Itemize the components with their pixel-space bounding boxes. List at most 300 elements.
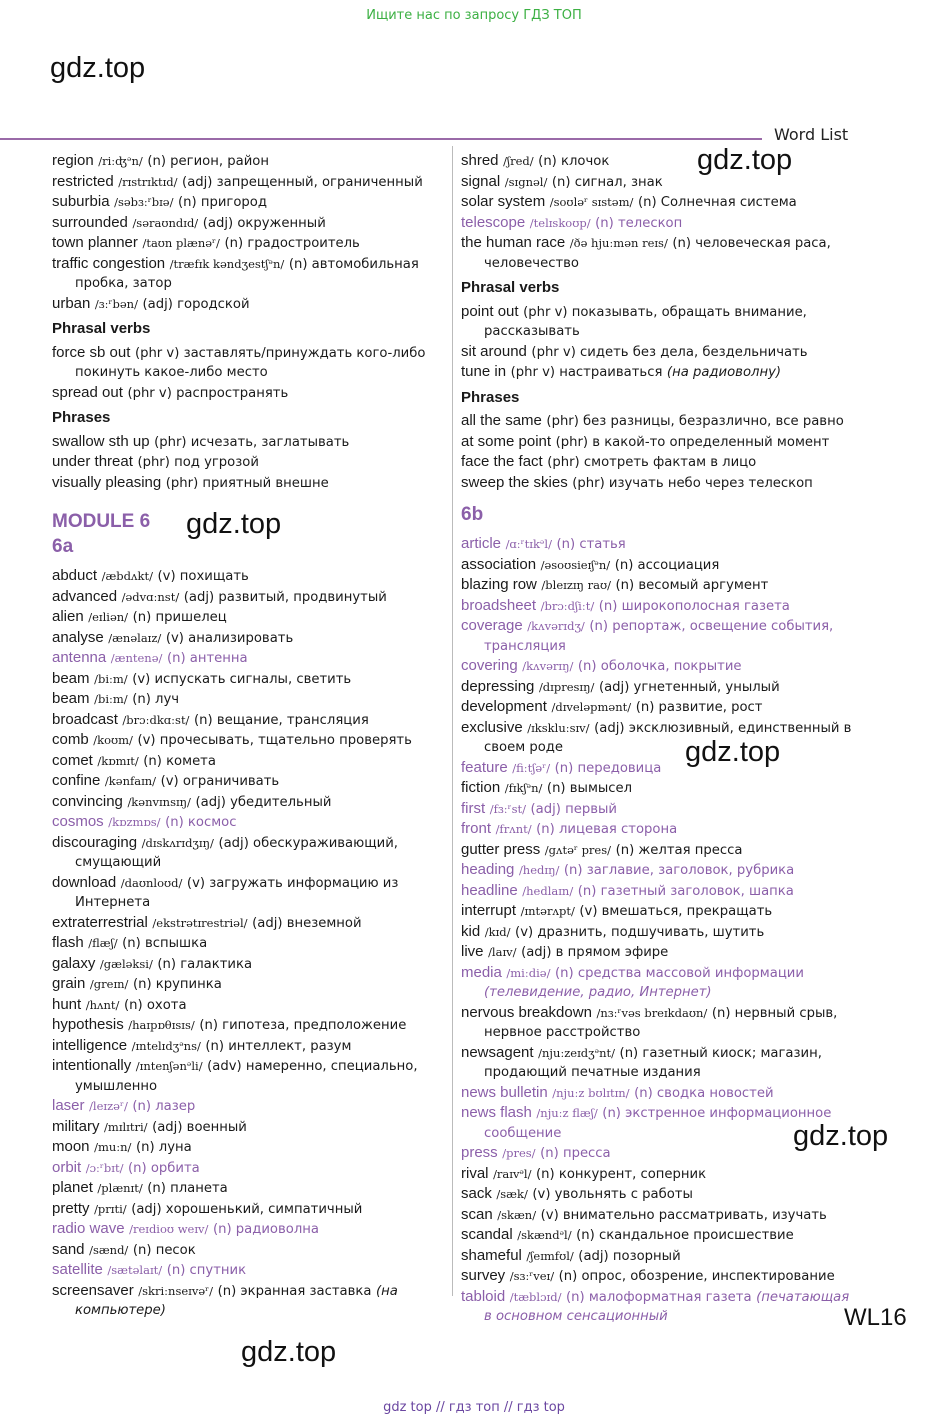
word-entry: [461, 901, 856, 922]
headword: scan: [461, 1205, 493, 1223]
headword: visually pleasing: [52, 473, 162, 491]
headword: intelligence: [52, 1036, 128, 1054]
translation: (n) Солнечная система: [637, 195, 797, 210]
transcription: /frʌnt/: [495, 822, 532, 836]
transcription: /mɪlɪtri/: [104, 1119, 148, 1134]
translation: (n) человеческая раса, человечество: [484, 236, 831, 271]
transcription: /dɪveləpmənt/: [551, 700, 632, 714]
transcription: /sætəlaɪt/: [107, 1263, 163, 1277]
translation: (adj) убедительный: [195, 794, 332, 810]
headword: intentionally: [52, 1057, 132, 1074]
column-divider: [452, 146, 453, 1296]
transcription: /rɪstrɪktɪd/: [118, 174, 178, 189]
word-entry: [52, 1158, 444, 1179]
transcription: /daʊnloʊd/: [120, 875, 183, 890]
transcription: /ɔːʳbɪt/: [85, 1160, 124, 1175]
translation: (n) нервный срыв, нервное расстройство: [484, 1005, 838, 1040]
word-entry: [461, 575, 856, 596]
word-entry: [461, 963, 856, 1003]
word-entry: [461, 1083, 856, 1104]
transcription: /ðə hjuːmən reɪs/: [569, 236, 668, 250]
headword: sack: [461, 1185, 492, 1202]
transcription: /miːdiə/: [506, 965, 551, 980]
translation: (n) передовица: [554, 760, 662, 776]
headword: radio wave: [52, 1220, 125, 1237]
transcription: /ɪntərʌpt/: [520, 904, 575, 918]
headword: beam: [52, 669, 90, 687]
word-entry: [461, 1103, 856, 1143]
word-entry: [52, 1260, 444, 1281]
translation: (n) телескоп: [595, 215, 683, 231]
translation: (v) прочесывать, тщательно проверять: [137, 733, 412, 748]
translation: (adj) городской: [142, 296, 250, 312]
translation: (phr) изучать небо через телескоп: [572, 475, 813, 491]
translation: (v) загружать информацию из Интернета: [75, 875, 399, 910]
headword: kid: [461, 922, 481, 940]
word-entry: [461, 342, 856, 363]
transcription: /njuːz flæʃ/: [536, 1106, 598, 1120]
watermark: gdz.top: [793, 1120, 889, 1152]
translation: (v) увольнять с работы: [532, 1187, 693, 1202]
transcription: /biːm/: [94, 692, 128, 706]
word-entry: [52, 648, 444, 669]
translation: (phr) приятный внешне: [165, 475, 329, 491]
headword: discouraging: [52, 833, 138, 851]
headword: beam: [52, 690, 90, 707]
translation: (n) лазер: [132, 1099, 196, 1114]
translation: (n) вымысел: [546, 781, 633, 796]
transcription: /ɪkskluːsɪv/: [527, 720, 590, 735]
translation: (adj) запрещенный, ограниченный: [182, 174, 423, 190]
watermark: gdz.top: [685, 736, 781, 768]
headword: under threat: [52, 453, 133, 470]
translation: (n) экранная заставка: [217, 1283, 372, 1299]
transcription: /flæʃ/: [88, 936, 118, 950]
headword: tune in: [461, 363, 507, 380]
word-entry: [52, 873, 444, 913]
word-entry: [461, 758, 856, 779]
translation: (v) похищать: [157, 569, 249, 584]
headword: gutter press: [461, 840, 541, 858]
headword: live: [461, 943, 484, 960]
transcription: /hedɪŋ/: [518, 863, 560, 877]
translation: (phr v) заставлять/принуждать кого-либо покинуть какое-либо место: [75, 345, 426, 380]
translation: (n) градостроитель: [224, 236, 360, 251]
translation: (adj) хорошенький, симпатичный: [131, 1201, 363, 1217]
headword: first: [461, 799, 486, 817]
transcription: /sɜːʳveɪ/: [509, 1269, 555, 1283]
translation: (phr) в какой-то определенный момент: [555, 434, 830, 450]
word-entry: [461, 718, 856, 758]
watermark: gdz.top: [186, 508, 282, 540]
word-entry: [461, 172, 856, 193]
transcription: /ekstrətɪrestriəl/: [152, 915, 248, 930]
headword: face the fact: [461, 453, 543, 470]
word-entry: [461, 1266, 856, 1287]
headword: fiction: [461, 779, 501, 796]
word-entry: [52, 913, 444, 934]
unit-heading: 6a: [52, 536, 74, 557]
translation: (adj) развитый, продвинутый: [183, 589, 387, 605]
translation: (n) скандальное происшествие: [576, 1228, 794, 1243]
word-entry: [52, 1137, 444, 1158]
header-rule: [0, 138, 762, 140]
translation: (n) пригород: [178, 195, 267, 210]
transcription: /ɪntelɪdʒᵊns/: [131, 1038, 201, 1053]
headword: grain: [52, 975, 86, 992]
transcription: /njuːz bʊlɪtɪn/: [552, 1085, 630, 1100]
watermark: gdz.top: [697, 144, 793, 176]
headword: satellite: [52, 1261, 103, 1278]
headword: region: [52, 152, 94, 169]
footer-links[interactable]: gdz top // гдз топ // гдз top: [383, 1400, 565, 1415]
translation: (n) вещание, трансляция: [193, 712, 369, 728]
word-entry: [52, 954, 444, 975]
translation: (n) экстренное информационное сообщение: [484, 1106, 832, 1141]
word-entry: [461, 616, 856, 656]
transcription: /haɪpɒθɪsɪs/: [128, 1018, 195, 1032]
transcription: /brɔːdʃiːt/: [540, 598, 595, 613]
word-entry: [461, 1246, 856, 1267]
headword: sand: [52, 1240, 85, 1258]
translation: (n) репортаж, освещение события, трансляция: [484, 619, 834, 654]
word-entry: [461, 192, 856, 213]
word-entry: [52, 172, 444, 193]
word-entry: [52, 607, 444, 628]
headword: suburbia: [52, 193, 110, 210]
translation: (phr v) настраиваться: [510, 365, 663, 380]
word-list-left-column: [52, 151, 444, 1321]
word-entry: [461, 151, 856, 172]
translation: (n) автомобильная пробка, затор: [75, 256, 419, 291]
word-entry: [52, 751, 444, 772]
headword: signal: [461, 172, 501, 190]
translation: (n) газетный заголовок, шапка: [577, 883, 794, 899]
transcription: /dɪpresɪŋ/: [538, 679, 595, 694]
transcription: /skændᵊl/: [517, 1228, 572, 1242]
section-heading: Phrasal verbs: [52, 320, 151, 337]
transcription: /fiːtʃəʳ/: [512, 760, 551, 775]
headword: solar system: [461, 193, 546, 210]
word-entry: [52, 213, 444, 234]
headword: interrupt: [461, 902, 517, 919]
headword: article: [461, 535, 502, 552]
transcription: /muːn/: [94, 1140, 132, 1154]
translation: (n) конкурент, соперник: [536, 1166, 707, 1182]
translation: (phr v) сидеть без дела, бездельничать: [531, 344, 808, 360]
word-entry: [52, 1199, 444, 1220]
headword: covering: [461, 657, 518, 674]
translation: (n) вспышка: [122, 936, 208, 951]
headword: media: [461, 963, 502, 981]
page-title: Word List: [774, 125, 849, 144]
translation: (adj) угнетенный, унылый: [598, 679, 780, 695]
headword: pretty: [52, 1199, 90, 1217]
transcription: /kənvɪnsɪŋ/: [127, 794, 191, 809]
headword: rival: [461, 1164, 489, 1182]
headword: coverage: [461, 617, 523, 634]
translation: (n) радиоволна: [212, 1222, 319, 1237]
transcription: /nɜːʳvəs breɪkdaʊn/: [596, 1005, 708, 1020]
translation: (phr) без разницы, безразлично, все равно: [546, 414, 844, 429]
translation: (n) пришелец: [132, 610, 227, 625]
word-entry: [461, 302, 856, 342]
translation: (phr v) показывать, обращать внимание, рассказывать: [484, 304, 807, 339]
headword: swallow sth up: [52, 432, 150, 450]
translation: (adv) намеренно, специально, умышленно: [75, 1059, 418, 1094]
word-entry: [52, 792, 444, 813]
headword: spread out: [52, 383, 123, 401]
translation: (n) газетный киоск; магазин, продающий печатные издания: [484, 1045, 822, 1080]
headword: download: [52, 873, 117, 891]
translation: (adj) в прямом эфире: [521, 945, 669, 960]
word-entry: [52, 383, 444, 404]
translation: (n) комета: [143, 753, 216, 769]
translation: (n) сигнал, знак: [551, 174, 663, 190]
transcription: /ədvɑːnst/: [121, 589, 180, 604]
transcription: /pres/: [502, 1146, 536, 1160]
word-entry: [52, 974, 444, 995]
transcription: /hedlaɪn/: [522, 883, 574, 898]
transcription: /æbdʌkt/: [101, 569, 153, 583]
headword: sweep the skies: [461, 473, 568, 491]
translation-note: (на компьютере): [75, 1283, 398, 1318]
word-entry: [52, 995, 444, 1016]
word-entry: [52, 192, 444, 213]
word-entry: [52, 730, 444, 751]
transcription: /biːm/: [94, 671, 128, 686]
translation: (phr) смотреть фактам в лицо: [547, 455, 757, 470]
transcription: /plænɪt/: [97, 1181, 143, 1195]
headword: association: [461, 555, 537, 573]
translation: (v) ограничивать: [160, 774, 280, 789]
transcription: /gʌtəʳ pres/: [544, 842, 612, 857]
word-entry: [461, 1184, 856, 1205]
headword: at some point: [461, 432, 552, 450]
word-entry: [52, 689, 444, 710]
headword: news bulletin: [461, 1083, 548, 1101]
word-entry: [52, 771, 444, 792]
translation: (n) ассоциация: [614, 557, 720, 573]
translation: (n) весомый аргумент: [615, 578, 769, 593]
transcription: /koʊm/: [93, 733, 133, 747]
headword: comb: [52, 731, 89, 748]
word-entry: [461, 1143, 856, 1164]
word-entry: [461, 922, 856, 943]
headword: planet: [52, 1179, 93, 1196]
section-heading: Phrases: [52, 409, 111, 426]
word-entry: [52, 933, 444, 954]
headword: laser: [52, 1097, 85, 1114]
translation-note: (печатающая в основном сенсационный: [484, 1289, 850, 1324]
headword: antenna: [52, 649, 107, 666]
headword: telescope: [461, 213, 526, 231]
word-entry: [461, 942, 856, 963]
transcription: /æntenə/: [110, 651, 163, 665]
section-heading: Phrasal verbs: [461, 279, 560, 296]
translation-note: (на радиоволну): [666, 365, 782, 380]
translation: (n) пресса: [540, 1146, 611, 1161]
headword: force sb out: [52, 343, 131, 361]
headword: cosmos: [52, 813, 104, 830]
headword: hunt: [52, 995, 82, 1013]
word-entry: [461, 362, 856, 383]
transcription: /kɒzmɒs/: [108, 815, 161, 829]
transcription: /ɪntenʃənᵊli/: [135, 1059, 203, 1073]
headword: the human race: [461, 234, 566, 251]
word-entry: [461, 1003, 856, 1043]
translation: (phr v) распространять: [127, 385, 289, 401]
headword: confine: [52, 772, 101, 789]
headword: urban: [52, 294, 91, 312]
transcription: /taʊn plænəʳ/: [142, 236, 220, 250]
word-list-right-column: [461, 151, 856, 1327]
transcription: /skriːnseɪvəʳ/: [138, 1283, 214, 1298]
headword: blazing row: [461, 576, 537, 593]
word-entry: [461, 473, 856, 494]
transcription: /njuːzeɪdʒᵊnt/: [538, 1045, 615, 1060]
translation: (n) клочок: [538, 154, 610, 169]
transcription: /hʌnt/: [85, 997, 120, 1012]
translation: (n) антенна: [166, 651, 248, 666]
headword: newsagent: [461, 1043, 534, 1061]
headword: all the same: [461, 412, 542, 429]
word-entry: [52, 812, 444, 833]
translation: (n) галактика: [157, 956, 253, 972]
translation: (n) луна: [135, 1140, 192, 1155]
transcription: /soʊləʳ sɪstəm/: [549, 195, 634, 209]
transcription: /bleɪzɪŋ raʊ/: [541, 578, 611, 592]
headword: military: [52, 1117, 100, 1135]
headword: point out: [461, 302, 519, 320]
headword: screensaver: [52, 1281, 134, 1299]
translation: (n) планета: [147, 1181, 228, 1196]
headword: broadsheet: [461, 596, 537, 614]
word-entry: [52, 1096, 444, 1117]
transcription: /kʌvərɪŋ/: [522, 659, 574, 673]
word-entry: [52, 1240, 444, 1261]
word-entry: [52, 1178, 444, 1199]
headword: convincing: [52, 792, 123, 810]
headword: hypothesis: [52, 1016, 124, 1033]
transcription: /ænəlaɪz/: [108, 630, 162, 645]
translation: (adj) обескураживающий, смущающий: [75, 835, 398, 870]
transcription: /səraʊndɪd/: [132, 215, 199, 230]
translation: (n) оболочка, покрытие: [577, 659, 742, 674]
headword: advanced: [52, 587, 118, 605]
watermark: gdz.top: [50, 52, 146, 84]
word-entry: [461, 656, 856, 677]
word-entry: [52, 1117, 444, 1138]
translation: (n) средства массовой информации: [555, 965, 804, 981]
transcription: /kɒmɪt/: [97, 753, 139, 768]
headword: development: [461, 698, 547, 715]
word-entry: [52, 432, 444, 453]
translation: (v) вмешаться, прекращать: [579, 904, 773, 919]
word-entry: [52, 710, 444, 731]
headword: alien: [52, 608, 84, 625]
word-entry: [52, 452, 444, 473]
word-entry: [461, 233, 856, 273]
transcription: /prɪti/: [94, 1201, 127, 1216]
transcription: /greɪn/: [89, 977, 129, 991]
translation: (n) охота: [123, 997, 187, 1013]
translation: (n) широкополосная газета: [598, 598, 790, 614]
word-entry: [52, 233, 444, 254]
transcription: /sænd/: [89, 1242, 129, 1257]
translation: (n) опрос, обозрение, инспектирование: [558, 1269, 835, 1284]
word-entry: [461, 778, 856, 799]
transcription: /kʌvərɪdʒ/: [527, 619, 585, 633]
word-entry: [461, 213, 856, 234]
word-entry: [52, 343, 444, 383]
transcription: /laɪv/: [488, 945, 517, 959]
translation: (v) анализировать: [165, 630, 294, 646]
translation: (n) крупинка: [132, 977, 222, 992]
headword: traffic congestion: [52, 254, 166, 272]
word-entry: [52, 151, 444, 172]
word-entry: [461, 1205, 856, 1226]
headword: headline: [461, 881, 518, 899]
word-entry: [461, 432, 856, 453]
translation: (phr) исчезать, заглатывать: [154, 434, 350, 450]
translation: (adj) внеземной: [252, 915, 362, 931]
translation: (n) регион, район: [147, 154, 269, 169]
headword: surrounded: [52, 213, 128, 231]
transcription: /ɜːʳbən/: [94, 296, 138, 311]
watermark: gdz.top: [241, 1336, 337, 1368]
transcription: /fɜːʳst/: [489, 801, 526, 816]
top-search-note: Ищите нас по запросу ГДЗ ТОП: [366, 8, 582, 23]
headword: galaxy: [52, 954, 96, 972]
translation: (n) заглавие, заголовок, рубрика: [563, 863, 795, 878]
word-entry: [461, 819, 856, 840]
translation: (n) гипотеза, предположение: [199, 1018, 407, 1033]
transcription: /leɪzəʳ/: [89, 1099, 128, 1113]
transcription: /telɪskoʊp/: [529, 215, 591, 230]
translation: (n) малоформатная газета: [566, 1289, 752, 1305]
translation: (v) дразнить, подшучивать, шутить: [515, 924, 765, 940]
word-entry: [52, 566, 444, 587]
transcription: /sæk/: [496, 1187, 528, 1201]
translation: (n) статья: [556, 537, 626, 552]
translation: (adj) первый: [530, 801, 617, 817]
transcription: /træfɪk kəndʒestʃᵊn/: [169, 256, 285, 271]
transcription: /səbɜːʳbɪə/: [114, 195, 174, 209]
headword: abduct: [52, 567, 98, 584]
transcription: /tæblɔɪd/: [509, 1289, 562, 1304]
word-entry: [52, 294, 444, 315]
translation: (v) испускать сигналы, светить: [132, 671, 352, 687]
translation: (n) луч: [132, 692, 180, 707]
word-entry: [52, 254, 444, 294]
word-entry: [461, 840, 856, 861]
word-entry: [461, 799, 856, 820]
transcription: /skæn/: [497, 1207, 537, 1222]
word-entry: [461, 1287, 856, 1327]
transcription: /fɪkʃᵊn/: [504, 781, 543, 795]
transcription: /riːʤᵊn/: [98, 154, 143, 168]
headword: orbit: [52, 1158, 82, 1176]
headword: flash: [52, 934, 84, 951]
translation: (phr) под угрозой: [137, 455, 259, 470]
transcription: /ʃeɪmfʊl/: [526, 1248, 574, 1263]
headword: sit around: [461, 342, 527, 360]
translation: (n) интеллект, разум: [205, 1038, 352, 1054]
transcription: /ʃred/: [503, 154, 534, 168]
headword: analyse: [52, 628, 104, 646]
translation: (n) сводка новостей: [634, 1085, 774, 1101]
